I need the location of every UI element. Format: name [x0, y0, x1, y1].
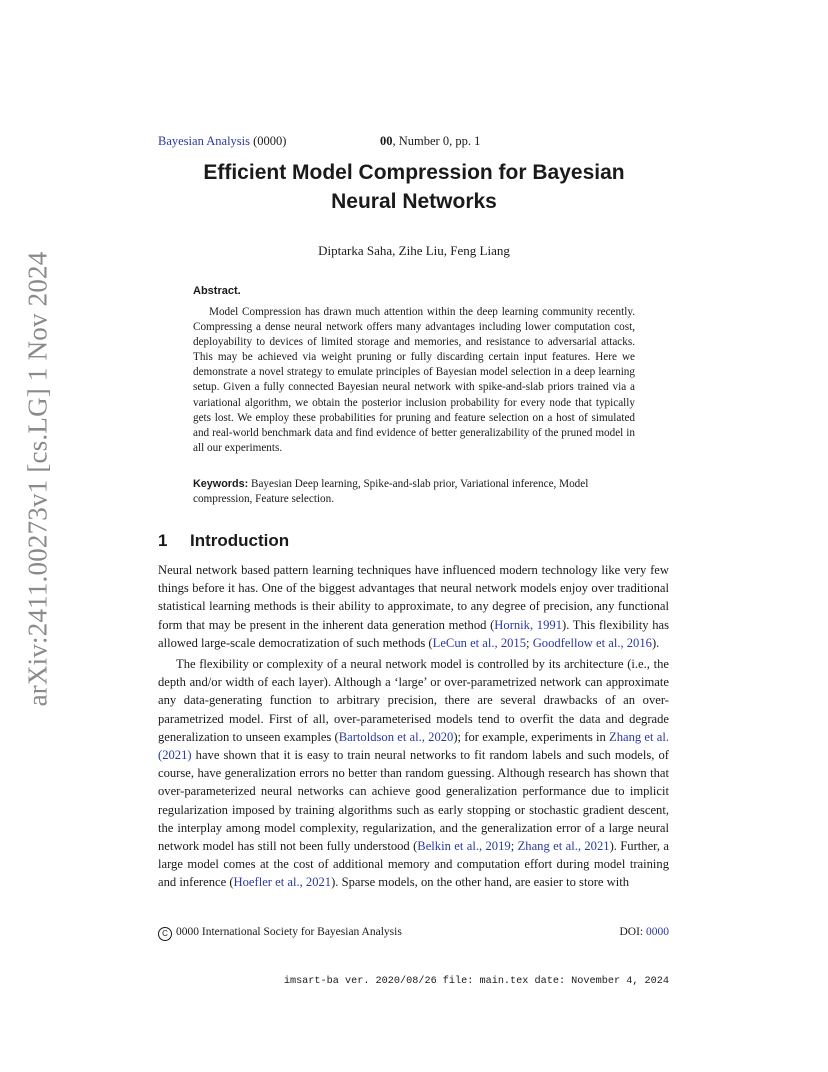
citation-link[interactable]: LeCun et al., 2015 [432, 635, 527, 650]
journal-link[interactable]: Bayesian Analysis [158, 134, 251, 148]
text-span: ; [510, 839, 518, 854]
text-span: ). This flexibility has allowed large-scale democratization of such methods ( [158, 617, 669, 650]
paragraph-2 [158, 655, 669, 892]
section-title: Introduction [190, 531, 290, 550]
doi [619, 926, 669, 938]
copyright-notice [158, 926, 402, 941]
text-span: have shown that it is easy to train neural networks to fit random labels and such models, of course, have generalization errors no better than random guessing. Although research has shown that over-parameterized neural networks can achieve good generalization performance due to implicit regularization imposed by training algorithms such as early stopping or stochastic gradient descent, the interplay among model complexity, regularization, and the generalization error of a large neural network model has still not been fully understood ( [158, 748, 669, 854]
doi-label: DOI: [619, 926, 646, 938]
build-stamp: imsart-ba ver. 2020/08/26 file: main.tex date: November 4, 2024 [283, 976, 669, 987]
citation-link[interactable]: Zhang et al. (2021) [158, 729, 669, 763]
number-pages: , Number 0, pp. 1 [392, 134, 481, 148]
volume-number: 00 [380, 134, 393, 148]
volume-info [380, 134, 480, 149]
copyright-icon: C [158, 927, 172, 941]
author-list: Diptarka Saha, Zihe Liu, Feng Liang [318, 243, 510, 258]
arxiv-sidebar-stamp [18, 251, 58, 707]
paragraph-1 [158, 561, 669, 652]
text-span: ). Further, a large model comes at the cost of additional memory and computation effort during model training and inference ( [158, 839, 669, 890]
arxiv-id-label: arXiv:2411.00273v1 [cs.LG] 1 Nov 2024 [22, 251, 53, 707]
citation-link[interactable]: Hoefler et al., 2021 [233, 875, 332, 890]
text-span: Neural network based pattern learning techniques have influenced modern technology like very few things before it has. One of the biggest advantages that neural network models enjoy over traditional statistical learning methods is their ability to approximate, to any degree of precision, any functional form that may be present in the inherent data generation method ( [158, 563, 669, 632]
section-heading [158, 531, 289, 551]
citation-link[interactable]: Bartoldson et al., 2020 [338, 729, 454, 744]
citation-link[interactable]: Belkin et al., 2019 [417, 839, 511, 854]
journal-year: (0000) [250, 134, 287, 148]
section-number: 1 [158, 531, 168, 550]
text-span: ). Sparse models, on the other hand, are easier to store with [331, 875, 630, 890]
body-text [158, 561, 669, 892]
citation-link[interactable]: Zhang et al., 2021 [517, 839, 610, 854]
copyright-text: 0000 International Society for Bayesian Analysis [176, 926, 402, 938]
text-span: ). [651, 635, 660, 650]
keywords [193, 477, 635, 507]
keywords-label: Keywords: [193, 478, 249, 490]
keywords-text: Bayesian Deep learning, Spike-and-slab prior, Variational inference, Model compression, Feature selection. [193, 478, 589, 505]
text-span: ); for example, experiments in [453, 729, 610, 744]
citation-link[interactable]: Goodfellow et al., 2016 [532, 635, 652, 650]
journal-citation [158, 134, 286, 149]
abstract-heading: Abstract. [193, 285, 241, 297]
doi-link[interactable]: 0000 [646, 926, 669, 938]
paper-title [150, 158, 678, 216]
title-line-1: Efficient Model Compression for Bayesian [203, 161, 625, 184]
title-line-2: Neural Networks [331, 190, 497, 213]
citation-link[interactable]: Hornik, 1991 [494, 617, 562, 632]
text-span: ; [526, 635, 533, 650]
abstract-text: Model Compression has drawn much attention within the deep learning community recently. Compressing a dense neural network offers many advantages including lower computation cost, deployability to devices of limited storage and memories, and resistance to adversarial attacks. This may be achieved via weight pruning or fully discarding certain input features. Here we demonstrate a novel strategy to emulate principles of Bayesian model selection in a deep learning setup. Given a fully connected Bayesian neural network with spike-and-slab priors trained via a variational algorithm, we obtain the posterior inclusion probability for every node that typically gets lost. We employ these probabilities for pruning and feature selection on a host of simulated and real-world benchmark data and find evidence of better generalizability of the pruned model in all our experiments. [193, 306, 635, 454]
text-span: The flexibility or complexity of a neural network model is controlled by its architecture (i.e., the depth and/or width of each layer). Although a ‘large’ or over-parametrized network can approximate any data-generating function to arbitrary precision, there are several drawbacks of an over-parametrized model. First of all, over-parameterised models tend to overfit the data and degrade generalization to unseen examples ( [158, 657, 669, 744]
